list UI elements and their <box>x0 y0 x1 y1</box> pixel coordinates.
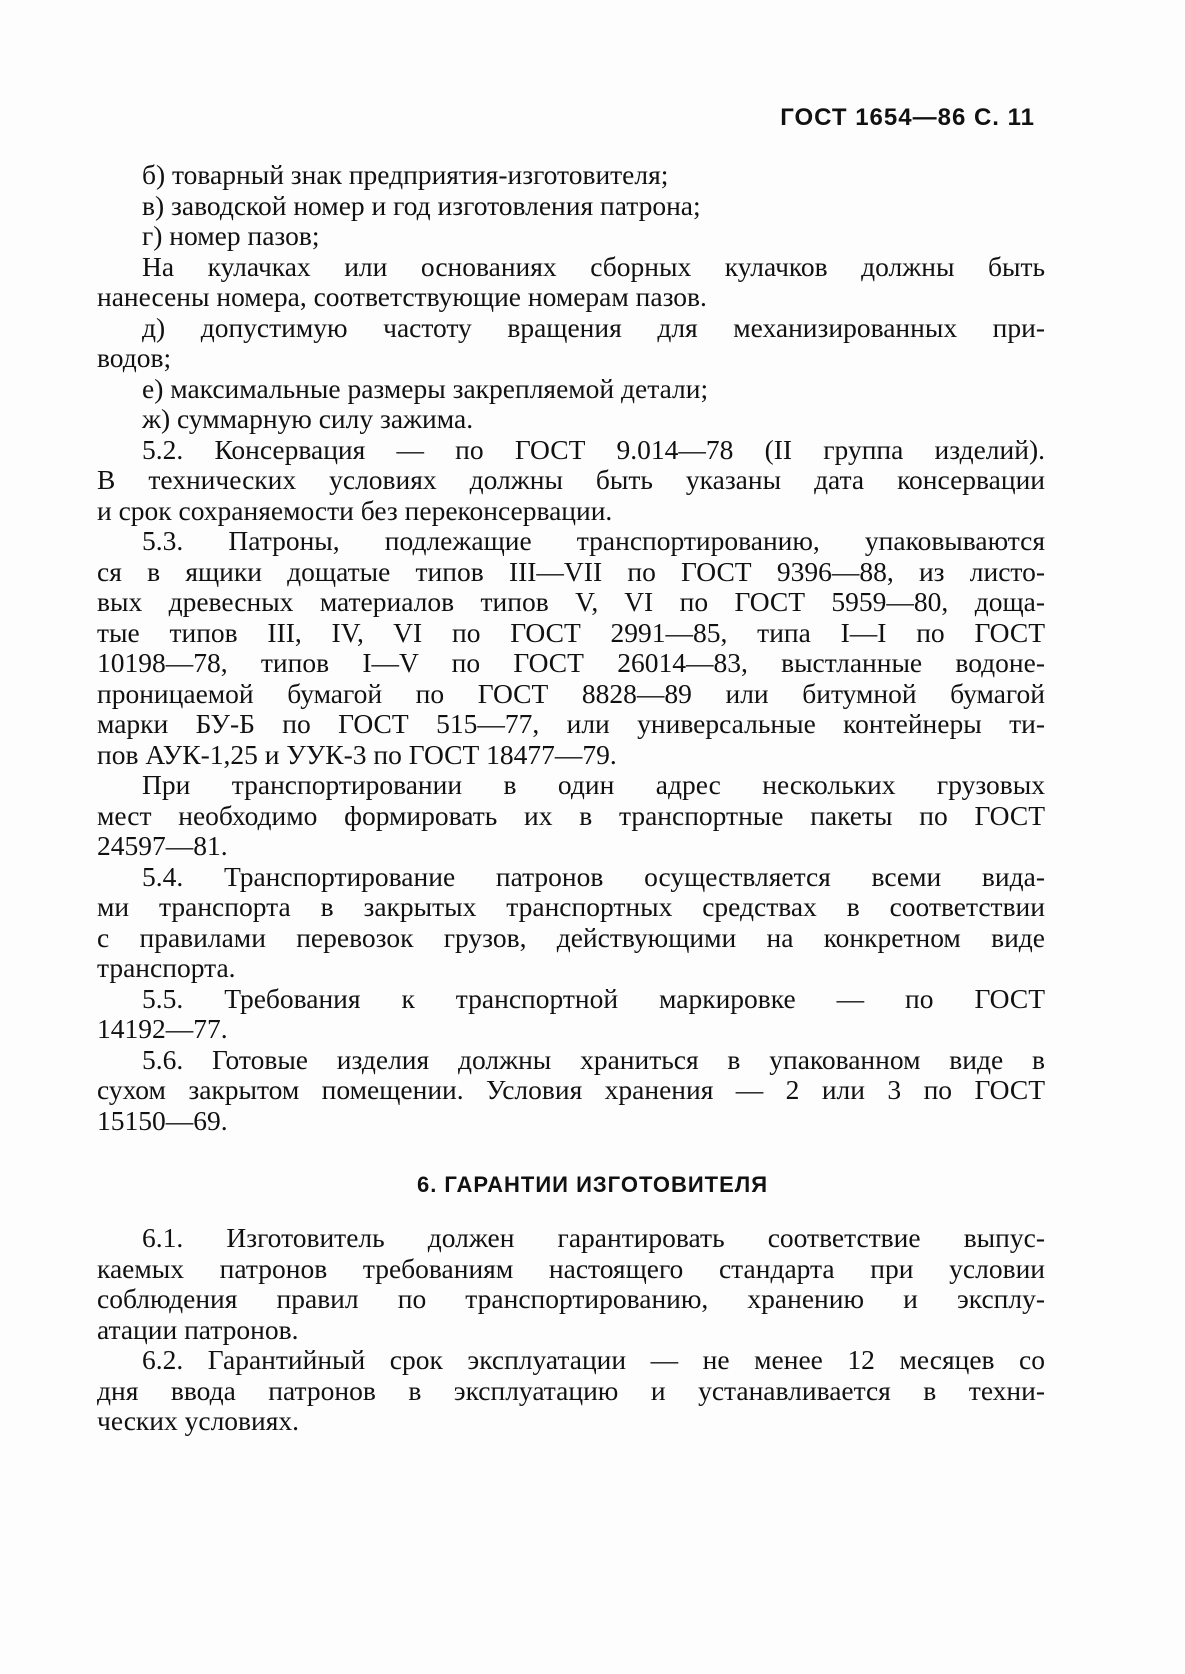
paragraph-6-2: 6.2. Гарантийный срок эксплуатации — не менее 12 месяцев со <box>142 1344 1045 1375</box>
paragraph-5-2: 5.2. Консервация — по ГОСТ 9.014—78 (II группа изделий). <box>142 433 1045 465</box>
list-item-g: г) номер пазов; <box>142 220 320 251</box>
paragraph-5-6: 15150—69. <box>97 1104 228 1136</box>
list-item-d: д) допустимую частоту вращения для механизированных при- <box>142 311 1045 343</box>
list-item-v: в) заводской номер и год изготовления патрона; <box>142 189 701 221</box>
section-6-text <box>97 1223 1045 1437</box>
paragraph-5-5: 5.5. Требования к транспортной маркировке — по ГОСТ <box>142 982 1045 1014</box>
list-item-d: водов; <box>97 342 172 373</box>
paragraph-5-3: проницаемой бумагой по ГОСТ 8828—89 или битумной бумагой <box>97 677 1045 709</box>
paragraph-6-1: атации патронов. <box>97 1313 299 1345</box>
paragraph-5-3: пов АУК-1,25 и УУК-3 по ГОСТ 18477—79. <box>97 738 617 770</box>
list-item-e: е) максимальные размеры закрепляемой детали; <box>142 372 709 404</box>
paragraph-5-2: и срок сохраняемости без переконсервации. <box>97 494 613 526</box>
section-6-title: 6. ГАРАНТИИ ИЗГОТОВИТЕЛЯ <box>416 1172 769 1197</box>
paragraph-5-3: тые типов III, IV, VI по ГОСТ 2991—85, типа I—I по ГОСТ <box>97 616 1045 648</box>
page-header: ГОСТ 1654—86 С. 11 <box>780 104 1035 131</box>
paragraph-5-3b: При транспортировании в один адрес нескольких грузовых <box>142 769 1045 800</box>
section-5-text <box>97 160 1045 1136</box>
paragraph-5-3: 5.3. Патроны, подлежащие транспортированию, упаковываются <box>142 525 1045 556</box>
list-item-b: б) товарный знак предприятия-изготовителя; <box>142 159 669 190</box>
paragraph-5-6: 5.6. Готовые изделия должны храниться в упакованном виде в <box>142 1043 1045 1075</box>
paragraph-5-4: ми транспорта в закрытых транспортных средствах в соответствии <box>97 891 1045 922</box>
paragraph-5-4: с правилами перевозок грузов, действующими на конкретном виде <box>97 921 1045 953</box>
paragraph-5-3b: мест необходимо формировать их в транспортные пакеты по ГОСТ <box>97 799 1045 831</box>
paragraph-5-5: 14192—77. <box>97 1013 228 1044</box>
paragraph-5-4: 5.4. Транспортирование патронов осуществляется всеми вида- <box>142 860 1045 892</box>
paragraph-6-1: соблюдения правил по транспортированию, хранению и эксплу- <box>97 1283 1045 1314</box>
paragraph-6-2: дня ввода патронов в эксплуатацию и устанавливается в техни- <box>97 1374 1045 1406</box>
paragraph-5-4: транспорта. <box>97 952 236 983</box>
paragraph-5-6: сухом закрытом помещении. Условия хранения — 2 или 3 по ГОСТ <box>97 1074 1045 1105</box>
list-item-zh: ж) суммарную силу зажима. <box>142 403 474 434</box>
paragraph-6-2: ческих условиях. <box>97 1405 300 1436</box>
paragraph-6-1: каемых патронов требованиям настоящего стандарта при условии <box>97 1252 1045 1284</box>
paragraph-5-3: ся в ящики дощатые типов III—VII по ГОСТ 9396—88, из листо- <box>97 555 1045 587</box>
paragraph-6-1: 6.1. Изготовитель должен гарантировать соответствие выпус- <box>142 1222 1045 1253</box>
paragraph-5-3b: 24597—81. <box>97 830 228 861</box>
paragraph-5-2: В технических условиях должны быть указаны дата консервации <box>97 464 1045 495</box>
note-line: нанесены номера, соответствующие номерам пазов. <box>97 281 707 312</box>
note-line: На кулачках или основаниях сборных кулачков должны быть <box>142 250 1045 282</box>
paragraph-5-3: вых древесных материалов типов V, VI по ГОСТ 5959—80, доща- <box>97 586 1045 617</box>
paragraph-5-3: марки БУ-Б по ГОСТ 515—77, или универсальные контейнеры ти- <box>97 708 1045 739</box>
paragraph-5-3: 10198—78, типов I—V по ГОСТ 26014—83, выстланные водоне- <box>97 647 1045 678</box>
